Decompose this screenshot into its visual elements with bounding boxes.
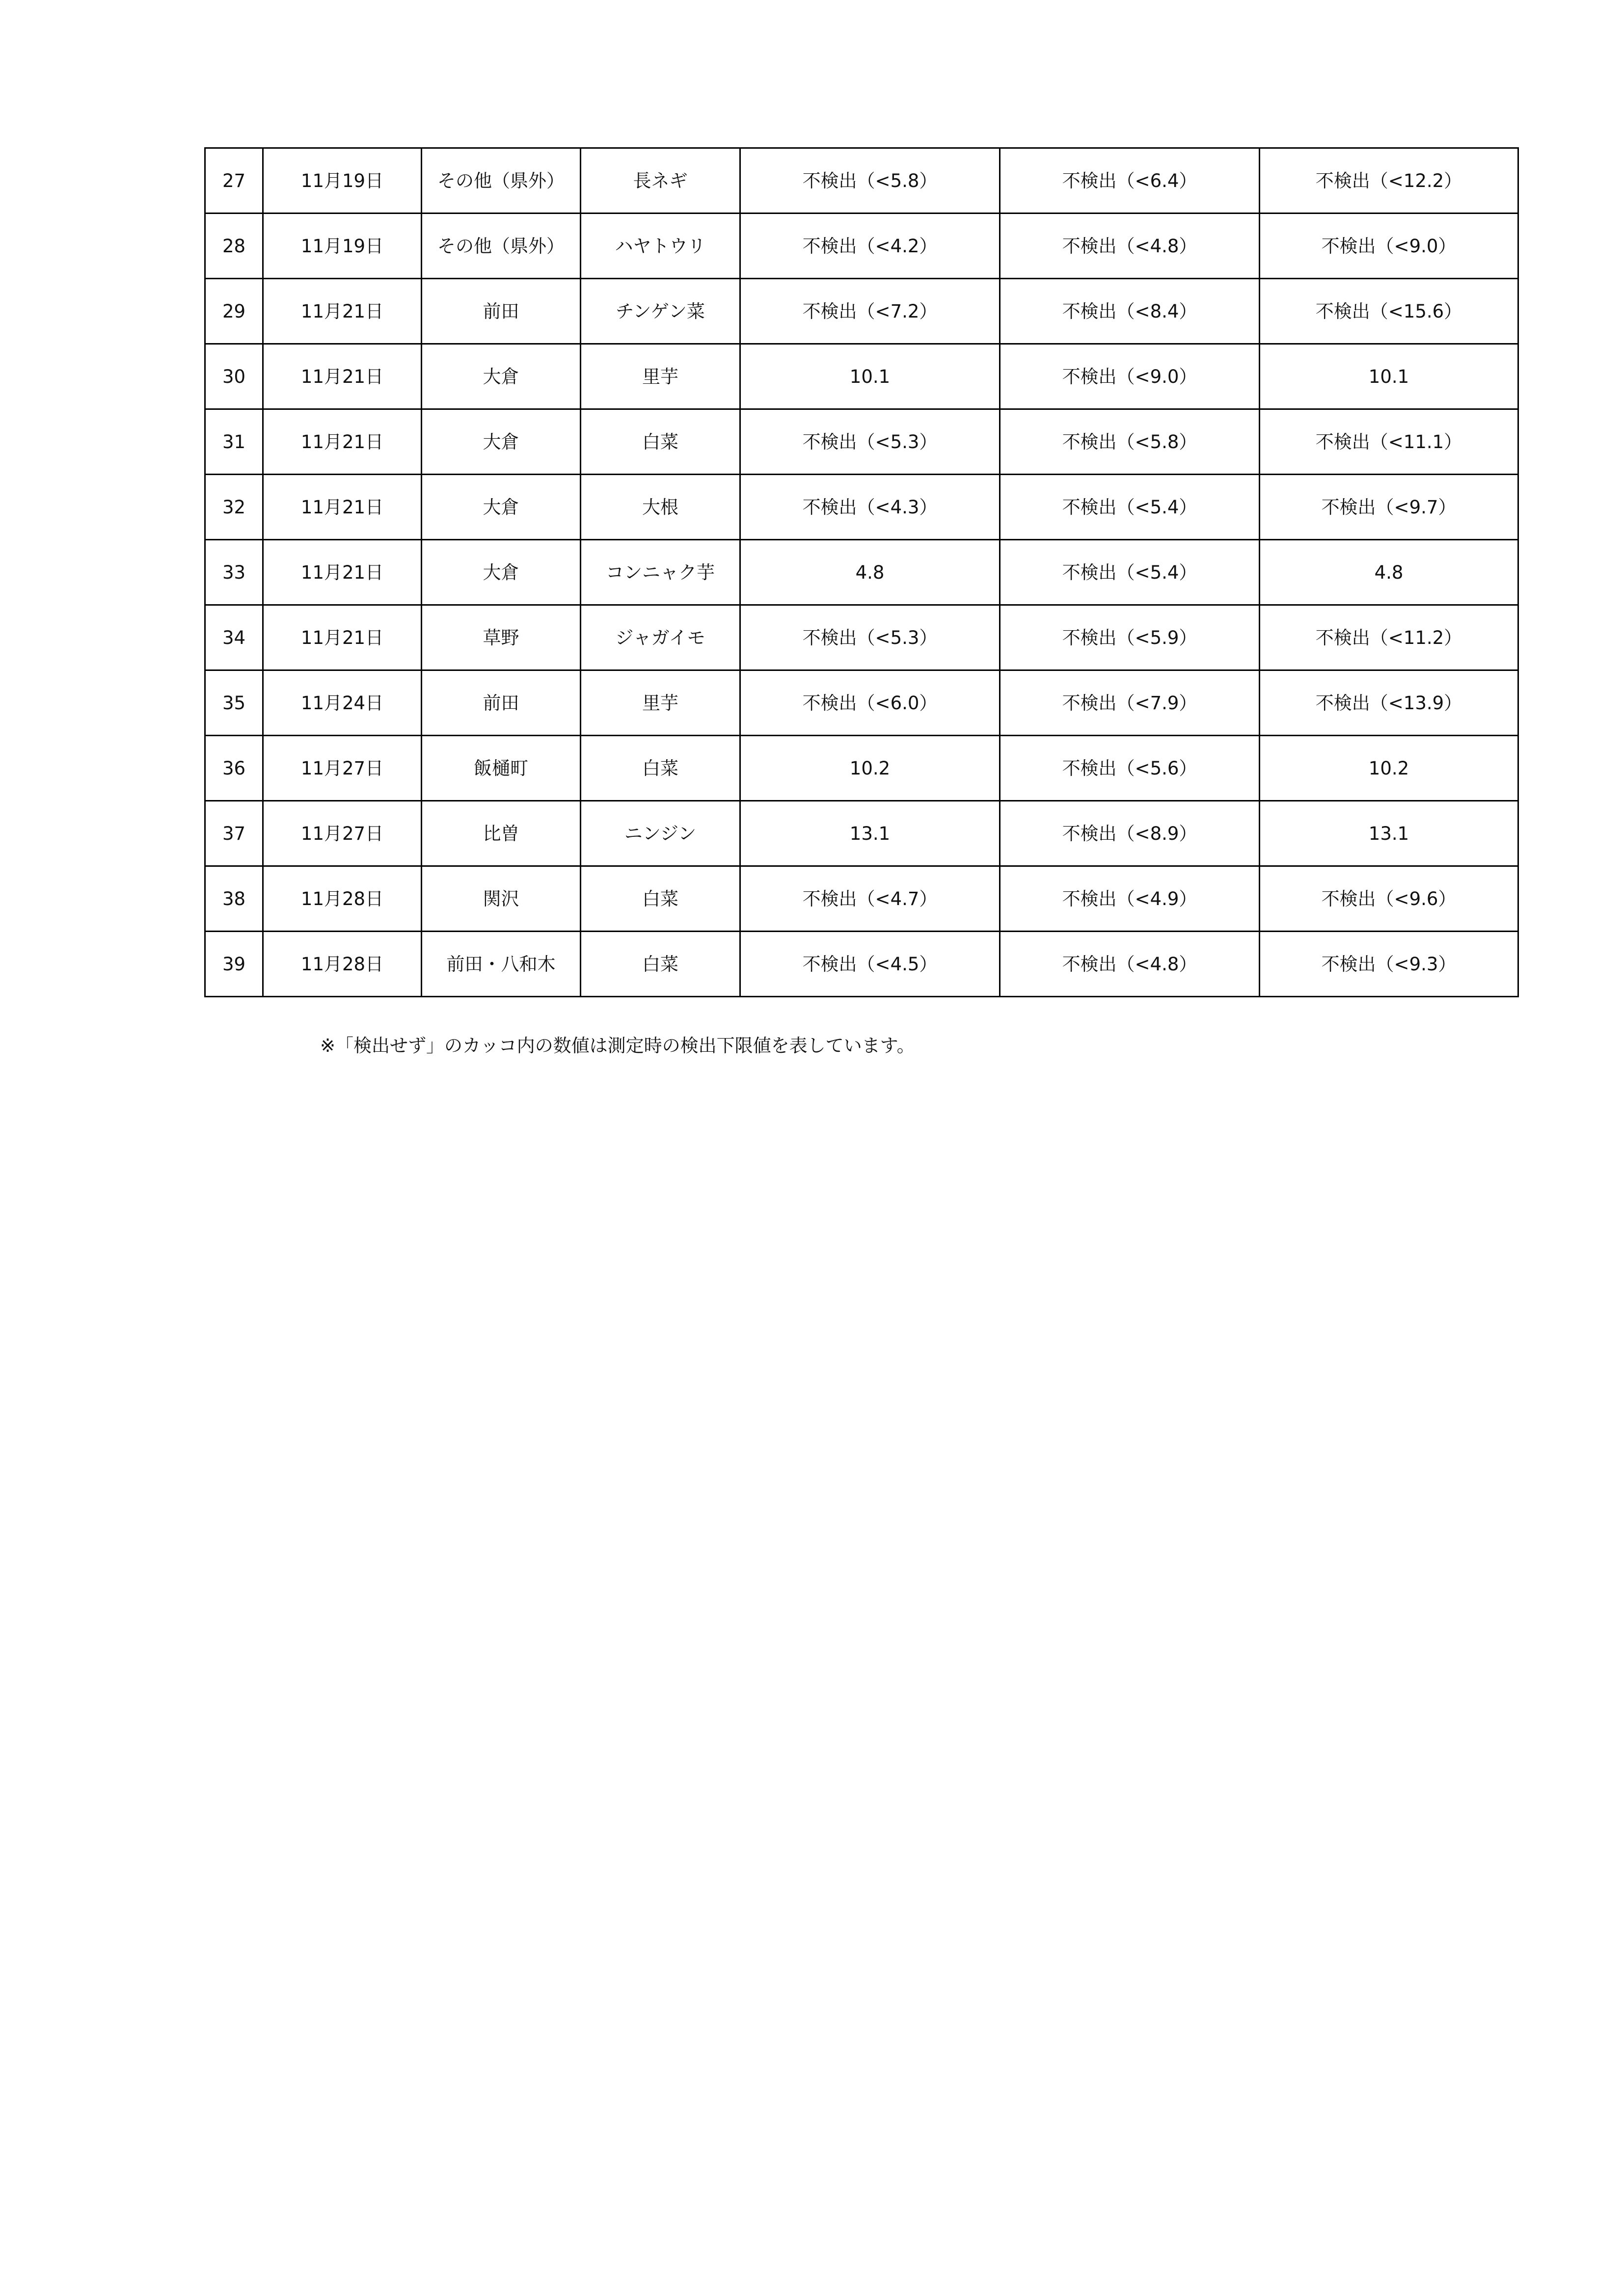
table-row — [205, 736, 1518, 801]
sample-area: 飯樋町 — [422, 736, 581, 801]
sample-area: 関沢 — [422, 866, 581, 932]
sample-date: 11月19日 — [263, 214, 422, 279]
result-value-3: 10.2 — [1260, 736, 1518, 801]
result-value-1: 不検出（<5.8） — [740, 148, 1000, 214]
result-value-1: 10.2 — [740, 736, 1000, 801]
result-value-3: 不検出（<9.0） — [1260, 214, 1518, 279]
footnote: ※「検出せず」のカッコ内の数値は測定時の検出下限値を表しています。 — [320, 1035, 915, 1056]
result-value-1: 不検出（<6.0） — [740, 670, 1000, 736]
sample-area: 大倉 — [422, 540, 581, 605]
result-value-3: 13.1 — [1260, 801, 1518, 866]
sample-area: その他（県外） — [422, 214, 581, 279]
sample-date: 11月28日 — [263, 932, 422, 997]
sample-date: 11月21日 — [263, 540, 422, 605]
result-value-3: 不検出（<13.9） — [1260, 670, 1518, 736]
result-value-2: 不検出（<5.8） — [1000, 409, 1260, 475]
table-row — [205, 279, 1518, 344]
sample-date: 11月21日 — [263, 279, 422, 344]
sample-number: 27 — [205, 148, 263, 214]
result-value-3: 不検出（<12.2） — [1260, 148, 1518, 214]
table-row — [205, 475, 1518, 540]
table-row — [205, 344, 1518, 409]
sample-item: チンゲン菜 — [581, 279, 740, 344]
sample-number: 35 — [205, 670, 263, 736]
table-row — [205, 932, 1518, 997]
result-value-3: 不検出（<15.6） — [1260, 279, 1518, 344]
sample-number: 33 — [205, 540, 263, 605]
sample-number: 39 — [205, 932, 263, 997]
sample-date: 11月19日 — [263, 148, 422, 214]
result-value-1: 不検出（<7.2） — [740, 279, 1000, 344]
sample-item: 里芋 — [581, 670, 740, 736]
sample-item: 白菜 — [581, 932, 740, 997]
sample-date: 11月28日 — [263, 866, 422, 932]
result-value-2: 不検出（<8.9） — [1000, 801, 1260, 866]
sample-item: ハヤトウリ — [581, 214, 740, 279]
result-value-3: 4.8 — [1260, 540, 1518, 605]
result-value-1: 不検出（<4.3） — [740, 475, 1000, 540]
sample-area: その他（県外） — [422, 148, 581, 214]
result-value-1: 10.1 — [740, 344, 1000, 409]
sample-area: 大倉 — [422, 409, 581, 475]
sample-number: 36 — [205, 736, 263, 801]
sample-item: 長ネギ — [581, 148, 740, 214]
sample-item: コンニャク芋 — [581, 540, 740, 605]
sample-number: 32 — [205, 475, 263, 540]
result-value-2: 不検出（<8.4） — [1000, 279, 1260, 344]
result-value-2: 不検出（<7.9） — [1000, 670, 1260, 736]
result-value-3: 10.1 — [1260, 344, 1518, 409]
sample-area: 比曽 — [422, 801, 581, 866]
result-value-2: 不検出（<4.8） — [1000, 932, 1260, 997]
sample-date: 11月21日 — [263, 605, 422, 670]
sample-number: 28 — [205, 214, 263, 279]
sample-area: 草野 — [422, 605, 581, 670]
result-value-3: 不検出（<9.3） — [1260, 932, 1518, 997]
sample-item: 白菜 — [581, 736, 740, 801]
result-value-1: 不検出（<4.2） — [740, 214, 1000, 279]
sample-area: 大倉 — [422, 344, 581, 409]
sample-item: 大根 — [581, 475, 740, 540]
table-row — [205, 866, 1518, 932]
result-value-1: 不検出（<4.7） — [740, 866, 1000, 932]
result-value-2: 不検出（<4.9） — [1000, 866, 1260, 932]
sample-item: 白菜 — [581, 409, 740, 475]
sample-number: 38 — [205, 866, 263, 932]
table-row — [205, 214, 1518, 279]
sample-date: 11月21日 — [263, 344, 422, 409]
result-value-2: 不検出（<5.6） — [1000, 736, 1260, 801]
result-value-2: 不検出（<9.0） — [1000, 344, 1260, 409]
sample-item: 白菜 — [581, 866, 740, 932]
result-value-2: 不検出（<4.8） — [1000, 214, 1260, 279]
results-table — [204, 147, 1519, 997]
sample-item: ニンジン — [581, 801, 740, 866]
sample-date: 11月27日 — [263, 736, 422, 801]
sample-date: 11月24日 — [263, 670, 422, 736]
sample-area: 前田 — [422, 279, 581, 344]
result-value-1: 不検出（<5.3） — [740, 409, 1000, 475]
sample-area: 前田 — [422, 670, 581, 736]
table-row — [205, 148, 1518, 214]
sample-number: 37 — [205, 801, 263, 866]
sample-item: ジャガイモ — [581, 605, 740, 670]
sample-item: 里芋 — [581, 344, 740, 409]
sample-date: 11月21日 — [263, 409, 422, 475]
sample-number: 29 — [205, 279, 263, 344]
sample-area: 大倉 — [422, 475, 581, 540]
result-value-3: 不検出（<11.1） — [1260, 409, 1518, 475]
table-row — [205, 605, 1518, 670]
result-value-1: 13.1 — [740, 801, 1000, 866]
table-row — [205, 801, 1518, 866]
result-value-1: 4.8 — [740, 540, 1000, 605]
result-value-2: 不検出（<5.4） — [1000, 475, 1260, 540]
table-row — [205, 409, 1518, 475]
table-row — [205, 540, 1518, 605]
sample-number: 30 — [205, 344, 263, 409]
result-value-2: 不検出（<6.4） — [1000, 148, 1260, 214]
result-value-1: 不検出（<4.5） — [740, 932, 1000, 997]
result-value-3: 不検出（<9.7） — [1260, 475, 1518, 540]
result-value-2: 不検出（<5.9） — [1000, 605, 1260, 670]
sample-number: 34 — [205, 605, 263, 670]
result-value-2: 不検出（<5.4） — [1000, 540, 1260, 605]
sample-date: 11月27日 — [263, 801, 422, 866]
result-value-1: 不検出（<5.3） — [740, 605, 1000, 670]
result-value-3: 不検出（<11.2） — [1260, 605, 1518, 670]
sample-area: 前田・八和木 — [422, 932, 581, 997]
sample-number: 31 — [205, 409, 263, 475]
table-row — [205, 670, 1518, 736]
result-value-3: 不検出（<9.6） — [1260, 866, 1518, 932]
sample-date: 11月21日 — [263, 475, 422, 540]
